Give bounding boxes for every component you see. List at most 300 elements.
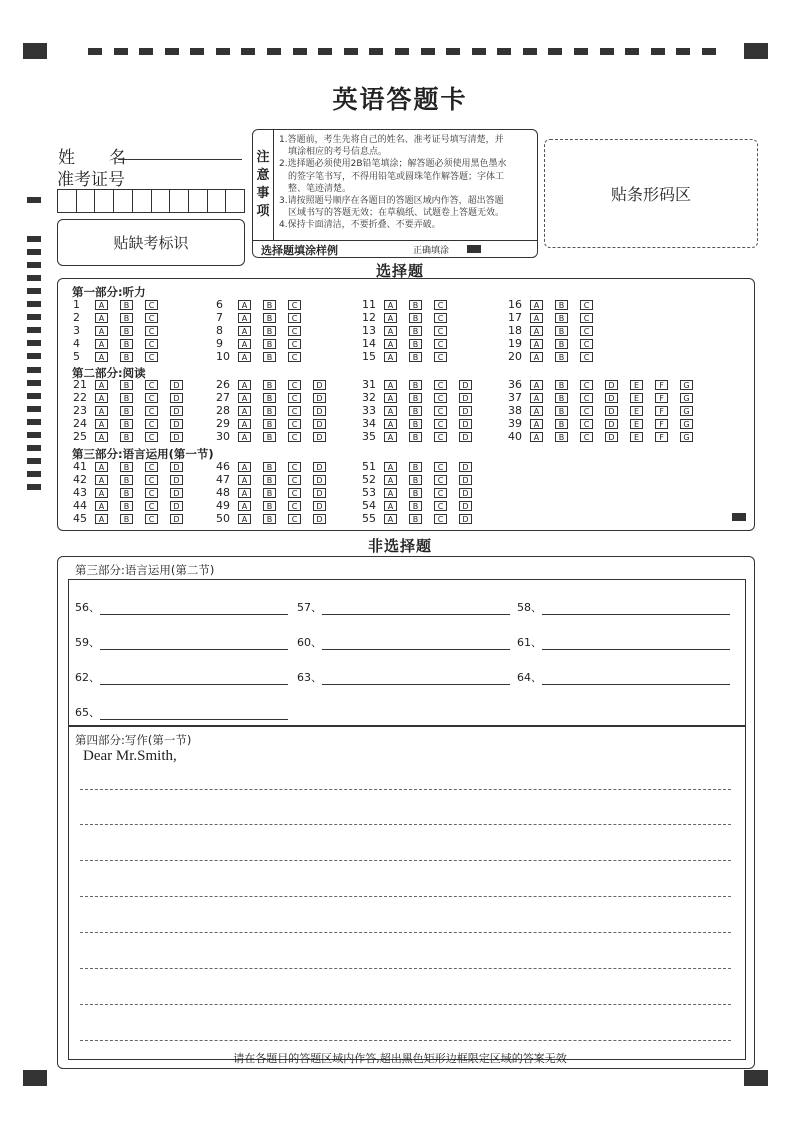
question-number: 38 [508,404,522,417]
question-number: 41 [73,460,87,473]
option-bubble[interactable]: A [95,380,108,390]
option-bubble[interactable]: F [655,393,668,403]
option-bubble[interactable]: B [409,514,422,524]
option-bubble[interactable]: B [120,462,133,472]
option-bubble[interactable]: C [580,326,593,336]
option-bubble[interactable]: C [145,488,158,498]
option-bubble[interactable]: C [434,432,447,442]
option-bubble[interactable]: B [120,514,133,524]
answer-blank[interactable] [100,603,288,615]
writing-line[interactable] [80,1040,731,1041]
option-bubble[interactable]: A [384,300,397,310]
option-bubble[interactable]: A [238,339,251,349]
option-bubble[interactable]: D [170,380,183,390]
option-bubble[interactable]: A [384,352,397,362]
option-bubble[interactable]: B [120,488,133,498]
timing-mark [267,48,281,55]
option-bubble[interactable]: D [605,419,618,429]
option-bubble[interactable]: D [170,406,183,416]
option-bubble[interactable]: B [555,300,568,310]
barcode-label: 贴条形码区 [610,185,691,204]
option-bubble[interactable]: C [288,419,301,429]
option-bubble[interactable]: D [170,514,183,524]
option-bubble[interactable]: A [95,462,108,472]
option-bubble[interactable]: D [313,432,326,442]
option-bubble[interactable]: B [409,406,422,416]
blank-number: 63、 [297,671,322,684]
option-bubble[interactable]: B [120,339,133,349]
question-7 [216,312,313,324]
option-bubble[interactable]: B [120,475,133,485]
option-bubble[interactable]: C [288,475,301,485]
option-bubble[interactable]: B [409,462,422,472]
writing-line[interactable] [80,789,731,790]
answer-blank[interactable] [100,673,288,685]
option-bubble[interactable]: B [120,313,133,323]
timing-mark [446,48,460,55]
question-38 [508,405,705,417]
writing-line[interactable] [80,968,731,969]
option-bubble[interactable]: E [630,380,643,390]
option-bubble[interactable]: A [95,475,108,485]
question-55 [362,513,484,525]
option-bubble[interactable]: C [580,406,593,416]
option-bubble[interactable]: C [145,380,158,390]
option-bubble[interactable]: B [263,300,276,310]
option-bubble[interactable]: F [655,380,668,390]
writing-line[interactable] [80,932,731,933]
option-bubble[interactable]: B [409,501,422,511]
question-number: 45 [73,512,87,525]
option-bubble[interactable]: A [384,488,397,498]
option-bubble[interactable]: B [555,393,568,403]
option-bubble[interactable]: A [95,339,108,349]
option-bubble[interactable]: B [409,419,422,429]
option-bubble[interactable]: B [263,432,276,442]
option-bubble[interactable]: A [238,419,251,429]
option-bubble[interactable]: F [655,406,668,416]
writing-line[interactable] [80,896,731,897]
option-bubble[interactable]: A [95,406,108,416]
barcode-area[interactable] [544,139,758,248]
question-number: 52 [362,473,376,486]
notes-text: 1.答题前，考生先将自己的姓名、准考证号填写清楚，并 填涂相应的考号信息点。 2.选择题必须使用2B铅笔填涂；解答题必须使用黑色墨水 的签字笔书写，不得用铅笔或圆珠笔作解答题；字体工 整、笔迹清楚。 3.请按照题号顺序在各题目的答题区域内作答，超出答题 区域书写的答题无效；在草稿纸、试题卷上答题无效。 4.保持卡面清洁，不要折叠、不要弄破。 [279,135,507,231]
option-bubble[interactable]: A [238,380,251,390]
option-bubble[interactable]: B [409,339,422,349]
option-bubble[interactable]: C [580,380,593,390]
option-bubble[interactable]: D [170,462,183,472]
option-bubble[interactable]: A [95,501,108,511]
option-bubble[interactable]: C [288,514,301,524]
question-16 [508,299,605,311]
question-number: 3 [73,324,80,337]
option-bubble[interactable]: A [530,406,543,416]
option-bubble[interactable]: A [95,352,108,362]
option-bubble[interactable]: A [530,380,543,390]
writing-area[interactable] [68,725,746,1060]
blank-item [75,704,288,720]
option-bubble[interactable]: A [95,313,108,323]
option-bubble[interactable]: B [263,514,276,524]
option-bubble[interactable]: D [459,462,472,472]
timing-mark [27,236,41,242]
blank-number: 65、 [75,706,100,719]
option-bubble[interactable]: A [238,475,251,485]
option-bubble[interactable]: B [409,313,422,323]
option-bubble[interactable]: C [434,380,447,390]
option-bubble[interactable]: B [263,475,276,485]
question-number: 7 [216,311,223,324]
option-bubble[interactable]: B [409,352,422,362]
question-10 [216,351,313,363]
option-bubble[interactable]: B [409,380,422,390]
answer-blank[interactable] [322,603,510,615]
exam-id-grid[interactable] [57,189,245,213]
option-bubble[interactable]: D [313,488,326,498]
option-bubble[interactable]: D [313,462,326,472]
option-bubble[interactable]: A [238,514,251,524]
option-bubble[interactable]: C [145,432,158,442]
option-bubble[interactable]: A [95,300,108,310]
question-number: 6 [216,298,223,311]
option-bubble[interactable]: C [580,352,593,362]
option-bubble[interactable]: F [655,432,668,442]
option-bubble[interactable]: A [238,300,251,310]
option-bubble[interactable]: A [384,419,397,429]
option-bubble[interactable]: B [263,488,276,498]
option-bubble[interactable]: D [170,475,183,485]
option-bubble[interactable]: D [459,393,472,403]
letter-greeting: Dear Mr.Smith, [83,748,177,764]
option-bubble[interactable]: D [459,475,472,485]
option-bubble[interactable]: D [605,380,618,390]
name-label: 姓 名 [58,148,126,168]
option-bubble[interactable]: C [145,300,158,310]
option-bubble[interactable]: D [313,475,326,485]
option-bubble[interactable]: B [409,300,422,310]
question-number: 43 [73,486,87,499]
option-bubble[interactable]: D [170,432,183,442]
question-number: 26 [216,378,230,391]
option-bubble[interactable]: C [145,313,158,323]
option-bubble[interactable]: C [288,432,301,442]
option-bubble[interactable]: G [680,380,693,390]
option-bubble[interactable]: B [555,432,568,442]
timing-mark [600,48,614,55]
option-bubble[interactable]: D [459,488,472,498]
option-bubble[interactable]: C [145,501,158,511]
option-bubble[interactable]: E [630,419,643,429]
option-bubble[interactable]: C [145,339,158,349]
option-bubble[interactable]: C [580,300,593,310]
question-48 [216,487,338,499]
option-bubble[interactable]: A [238,488,251,498]
question-49 [216,500,338,512]
option-bubble[interactable]: A [530,339,543,349]
question-number: 46 [216,460,230,473]
timing-mark [27,445,41,451]
timing-mark [27,471,41,477]
option-bubble[interactable]: A [530,300,543,310]
notes-side-label: 注 意 事 项 [253,130,274,240]
blank-item [297,634,510,650]
option-bubble[interactable]: C [288,313,301,323]
option-bubble[interactable]: C [288,352,301,362]
option-bubble[interactable]: B [263,380,276,390]
option-bubble[interactable]: D [313,419,326,429]
option-bubble[interactable]: C [580,393,593,403]
option-bubble[interactable]: C [288,326,301,336]
option-bubble[interactable]: B [555,352,568,362]
option-bubble[interactable]: A [384,432,397,442]
option-bubble[interactable]: A [384,393,397,403]
option-bubble[interactable]: D [605,406,618,416]
question-14 [362,338,459,350]
option-bubble[interactable]: C [434,501,447,511]
option-bubble[interactable]: C [434,313,447,323]
question-4 [73,338,170,350]
option-bubble[interactable]: C [145,393,158,403]
notes-box [252,129,538,258]
option-bubble[interactable]: C [434,488,447,498]
option-bubble[interactable]: D [459,501,472,511]
option-bubble[interactable]: G [680,393,693,403]
option-bubble[interactable]: A [238,406,251,416]
option-bubble[interactable]: B [120,326,133,336]
option-bubble[interactable]: G [680,432,693,442]
question-number: 22 [73,391,87,404]
option-bubble[interactable]: A [384,339,397,349]
option-bubble[interactable]: B [120,380,133,390]
option-bubble[interactable]: B [555,380,568,390]
option-bubble[interactable]: D [313,501,326,511]
option-bubble[interactable]: G [680,419,693,429]
option-bubble[interactable]: D [459,419,472,429]
option-bubble[interactable]: B [409,432,422,442]
option-bubble[interactable]: D [313,393,326,403]
corner-mark-bottom-left [23,1070,47,1086]
option-bubble[interactable]: A [238,313,251,323]
option-bubble[interactable]: B [120,432,133,442]
timing-mark [139,48,153,55]
option-bubble[interactable]: A [530,432,543,442]
blanks-area [68,579,746,727]
option-bubble[interactable]: A [530,352,543,362]
blank-item [75,669,288,685]
option-bubble[interactable]: E [630,406,643,416]
option-bubble[interactable]: C [288,380,301,390]
option-bubble[interactable]: B [409,393,422,403]
option-bubble[interactable]: B [409,326,422,336]
option-bubble[interactable]: A [95,488,108,498]
option-bubble[interactable]: C [288,462,301,472]
blank-item [297,669,510,685]
question-26 [216,379,338,391]
option-bubble[interactable]: D [313,406,326,416]
option-bubble[interactable]: D [170,419,183,429]
option-bubble[interactable]: A [384,475,397,485]
timing-mark [27,432,41,438]
option-bubble[interactable]: A [238,393,251,403]
option-bubble[interactable]: B [263,393,276,403]
option-bubble[interactable]: C [580,313,593,323]
writing-line[interactable] [80,860,731,861]
option-bubble[interactable]: B [555,419,568,429]
blank-item [517,669,730,685]
option-bubble[interactable]: B [120,393,133,403]
option-bubble[interactable]: A [530,393,543,403]
option-bubble[interactable]: B [263,352,276,362]
option-bubble[interactable]: C [145,352,158,362]
option-bubble[interactable]: A [238,432,251,442]
missing-exam-label: 贴缺考标识 [113,234,189,252]
option-bubble[interactable]: B [263,419,276,429]
option-bubble[interactable]: C [434,475,447,485]
option-bubble[interactable]: C [288,300,301,310]
option-bubble[interactable]: D [459,514,472,524]
option-bubble[interactable]: B [555,326,568,336]
option-bubble[interactable]: D [170,393,183,403]
mc-end-mark [732,513,746,521]
option-bubble[interactable]: C [580,432,593,442]
answer-blank[interactable] [542,673,730,685]
option-bubble[interactable]: A [95,326,108,336]
option-bubble[interactable]: A [384,514,397,524]
option-bubble[interactable]: C [288,501,301,511]
option-bubble[interactable]: E [630,393,643,403]
option-bubble[interactable]: B [263,501,276,511]
option-bubble[interactable]: D [459,380,472,390]
timing-mark [165,48,179,55]
option-bubble[interactable]: A [530,313,543,323]
option-bubble[interactable]: B [555,313,568,323]
answer-blank[interactable] [322,673,510,685]
question-44 [73,500,195,512]
option-bubble[interactable]: C [580,419,593,429]
option-bubble[interactable]: C [434,462,447,472]
option-bubble[interactable]: B [409,488,422,498]
option-bubble[interactable]: A [95,514,108,524]
option-bubble[interactable]: F [655,419,668,429]
question-number: 24 [73,417,87,430]
option-bubble[interactable]: B [263,406,276,416]
missing-exam-box[interactable] [57,219,245,266]
option-bubble[interactable]: B [409,475,422,485]
option-bubble[interactable]: D [605,393,618,403]
option-bubble[interactable]: C [145,475,158,485]
writing-line[interactable] [80,824,731,825]
timing-mark [27,301,41,307]
option-bubble[interactable]: A [384,406,397,416]
option-bubble[interactable]: A [238,326,251,336]
option-bubble[interactable]: C [145,419,158,429]
question-51 [362,461,484,473]
option-bubble[interactable]: D [605,432,618,442]
option-bubble[interactable]: A [384,313,397,323]
option-bubble[interactable]: D [170,488,183,498]
option-bubble[interactable]: A [95,393,108,403]
question-number: 13 [362,324,376,337]
option-bubble[interactable]: C [580,339,593,349]
blank-item [517,599,730,615]
option-bubble[interactable]: D [459,432,472,442]
option-bubble[interactable]: B [263,339,276,349]
option-bubble[interactable]: E [630,432,643,442]
option-bubble[interactable]: B [555,339,568,349]
option-bubble[interactable]: A [530,419,543,429]
blank-item [75,634,288,650]
name-field[interactable] [118,142,242,160]
question-47 [216,474,338,486]
option-bubble[interactable]: A [95,432,108,442]
answer-blank[interactable] [322,638,510,650]
blank-item [517,634,730,650]
option-bubble[interactable]: G [680,406,693,416]
option-bubble[interactable]: A [238,501,251,511]
option-bubble[interactable]: C [434,419,447,429]
option-bubble[interactable]: B [120,419,133,429]
answer-blank[interactable] [100,708,288,720]
option-bubble[interactable]: D [459,406,472,416]
option-bubble[interactable]: C [145,514,158,524]
part4-heading: 第四部分:写作(第一节) [75,733,192,747]
option-bubble[interactable]: B [263,313,276,323]
option-bubble[interactable]: D [170,501,183,511]
option-bubble[interactable]: C [288,406,301,416]
answer-blank[interactable] [542,638,730,650]
option-bubble[interactable]: B [263,326,276,336]
option-bubble[interactable]: C [434,393,447,403]
option-bubble[interactable]: B [120,406,133,416]
option-bubble[interactable]: B [120,501,133,511]
option-bubble[interactable]: A [384,462,397,472]
option-bubble[interactable]: B [263,462,276,472]
option-bubble[interactable]: C [434,406,447,416]
option-bubble[interactable]: C [288,488,301,498]
option-bubble[interactable]: C [288,393,301,403]
answer-blank[interactable] [542,603,730,615]
option-bubble[interactable]: C [145,326,158,336]
option-bubble[interactable]: A [384,501,397,511]
option-bubble[interactable]: B [120,352,133,362]
option-bubble[interactable]: C [434,326,447,336]
blank-number: 57、 [297,601,322,614]
option-bubble[interactable]: A [238,352,251,362]
option-bubble[interactable]: A [95,419,108,429]
option-bubble[interactable]: A [238,462,251,472]
timing-mark [574,48,588,55]
option-bubble[interactable]: A [384,326,397,336]
option-bubble[interactable]: C [434,300,447,310]
writing-line[interactable] [80,1004,731,1005]
question-29 [216,418,338,430]
option-bubble[interactable]: C [145,406,158,416]
answer-blank[interactable] [100,638,288,650]
option-bubble[interactable]: C [434,514,447,524]
option-bubble[interactable]: A [384,380,397,390]
option-bubble[interactable]: C [145,462,158,472]
option-bubble[interactable]: C [434,352,447,362]
option-bubble[interactable]: B [120,300,133,310]
option-bubble[interactable]: C [434,339,447,349]
option-bubble[interactable]: C [288,339,301,349]
option-bubble[interactable]: A [530,326,543,336]
timing-mark [27,314,41,320]
question-12 [362,312,459,324]
option-bubble[interactable]: B [555,406,568,416]
option-bubble[interactable]: D [313,514,326,524]
option-bubble[interactable]: D [313,380,326,390]
